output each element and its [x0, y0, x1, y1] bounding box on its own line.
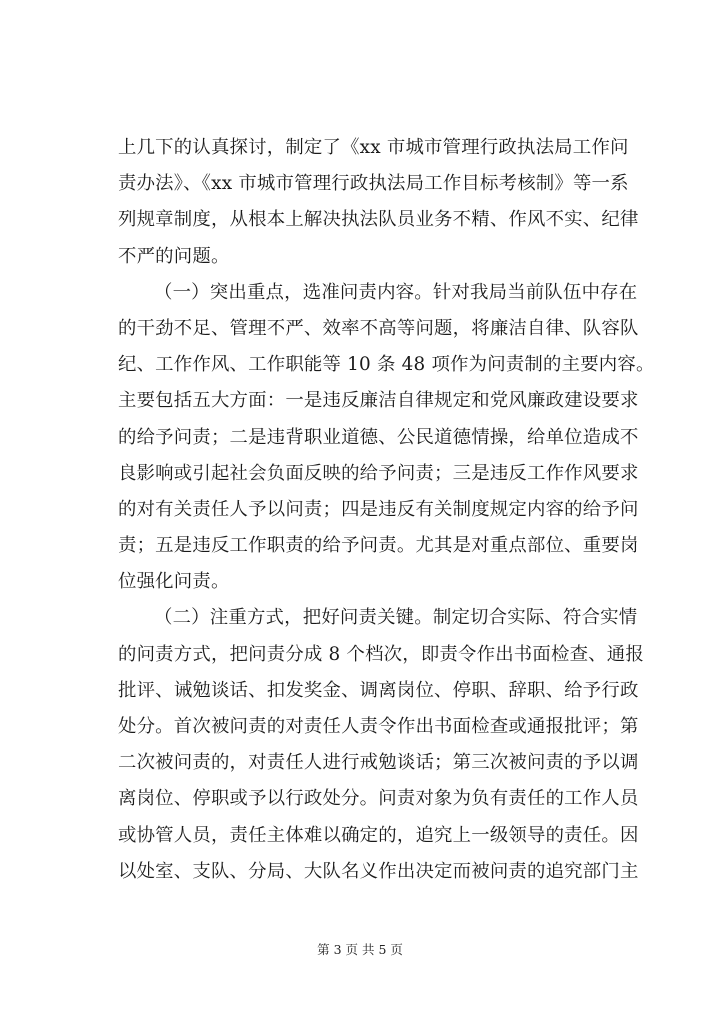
text-line: 的问责方式，把问责分成 8 个档次，即责令作出书面检查、通报 — [118, 643, 644, 665]
text-line: 责；五是违反工作职责的给予问责。尤其是对重点部位、重要岗 — [118, 535, 639, 557]
page-footer — [0, 940, 720, 958]
text-line: 或协管人员，责任主体难以确定的，追究上一级领导的责任。因 — [118, 824, 639, 846]
text-line: 上几下的认真探讨，制定了《xx 市城市管理行政执法局工作问 — [118, 137, 629, 158]
page-number-label: 第 3 页 共 5 页 — [317, 942, 403, 957]
text-line: 主要包括五大方面：一是违反廉洁自律规定和党风廉政建设要求 — [118, 390, 639, 412]
text-line: 批评、诫勉谈话、扣发奖金、调离岗位、停职、辞职、给予行政 — [118, 679, 639, 701]
text-line: 二次被问责的，对责任人进行戒勉谈话；第三次被问责的予以调 — [118, 752, 639, 774]
text-line: 的给予问责；二是违背职业道德、公民道德情操，给单位造成不 — [118, 426, 639, 448]
text-line: 的对有关责任人予以问责；四是违反有关制度规定内容的给予问 — [118, 498, 639, 520]
text-line: 的干劲不足、管理不严、效率不高等问题，将廉洁自律、队容队 — [118, 317, 639, 339]
text-line: 良影响或引起社会负面反映的给予问责；三是违反工作作风要求 — [118, 462, 639, 484]
paragraph-first-line: （一）突出重点，选准问责内容。针对我局当前队伍中存在 — [154, 281, 638, 303]
text-line: 不严的问题。 — [118, 245, 230, 267]
text-line: 列规章制度，从根本上解决执法队员业务不精、作风不实、纪律 — [118, 209, 639, 231]
paragraph-first-line: （二）注重方式，把好问责关键。制定切合实际、符合实情 — [154, 607, 638, 629]
text-line: 纪、工作作风、工作职能等 10 条 48 项作为问责制的主要内容。 — [118, 354, 655, 376]
text-line: 以处室、支队、分局、大队名义作出决定而被问责的追究部门主 — [118, 860, 639, 882]
text-line: 位强化问责。 — [118, 571, 230, 593]
body-text — [118, 130, 658, 890]
text-line: 处分。首次被问责的对责任人责令作出书面检查或通报批评；第 — [118, 716, 639, 737]
text-line: 离岗位、停职或予以行政处分。问责对象为负有责任的工作人员 — [118, 788, 639, 810]
text-line: 责办法》、《xx 市城市管理行政执法局工作目标考核制》等一系 — [118, 173, 629, 195]
